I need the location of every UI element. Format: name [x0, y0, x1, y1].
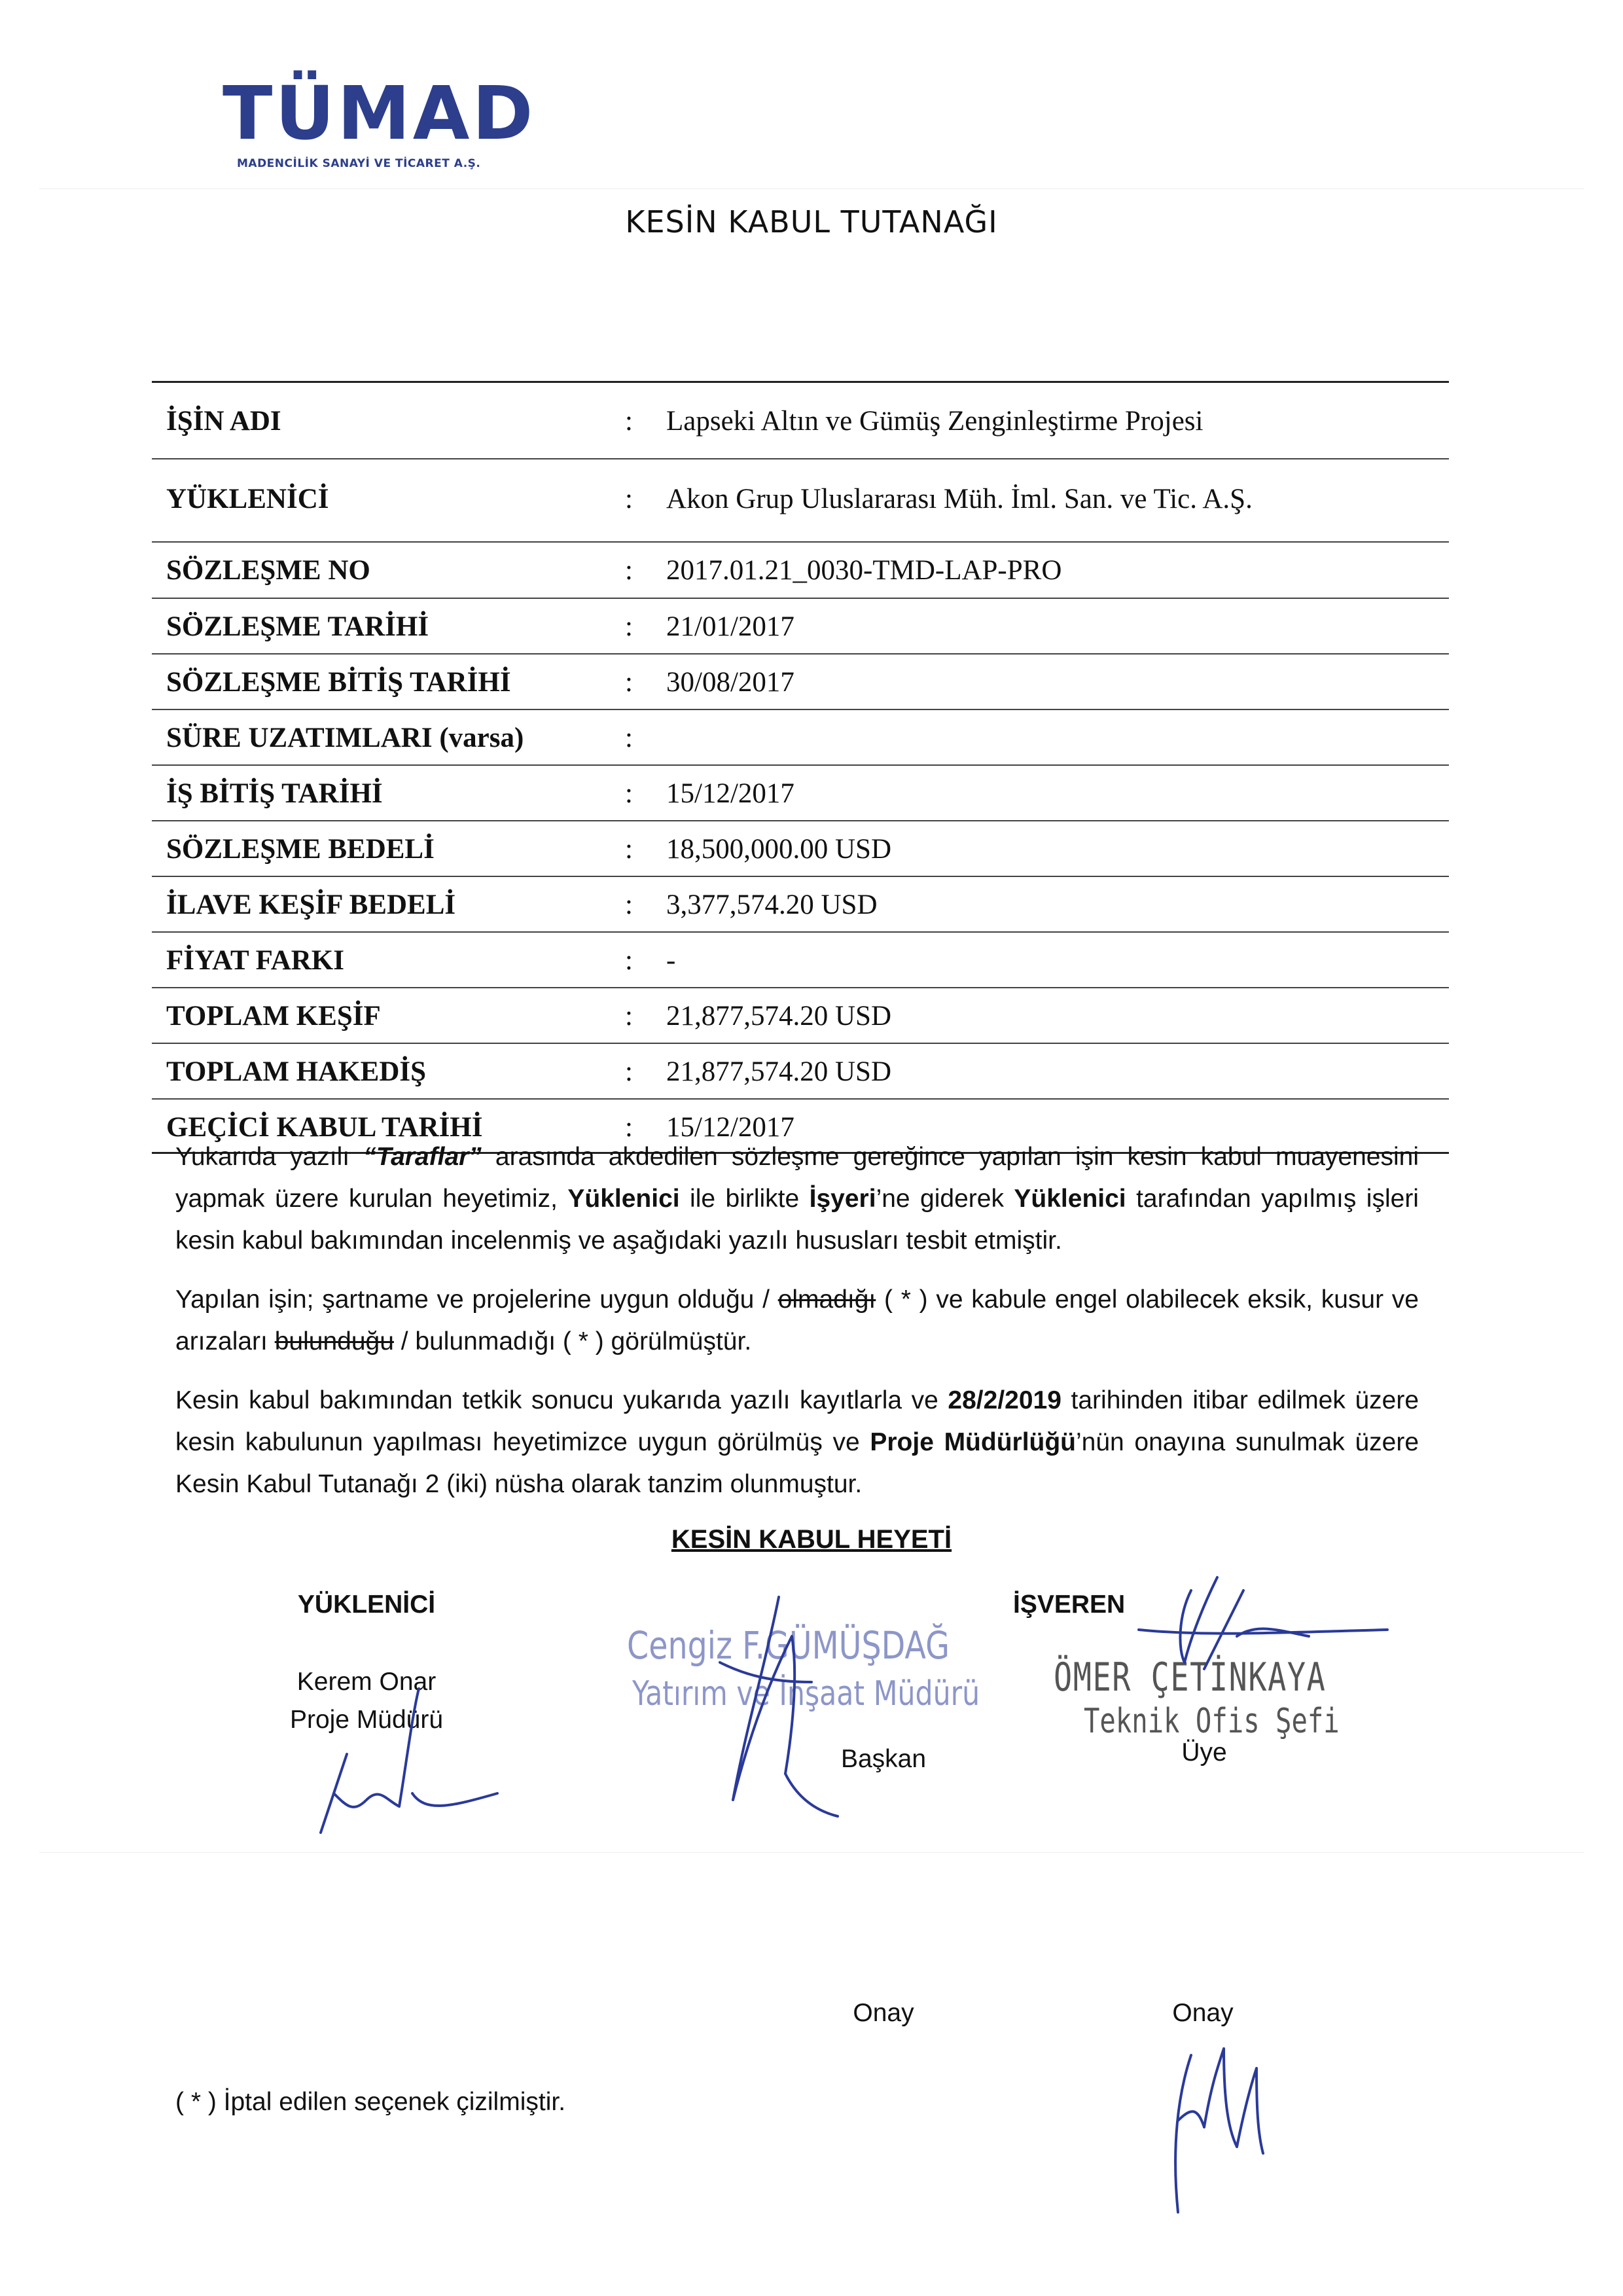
- info-row: [152, 988, 1449, 1044]
- struck-option: bulunduğu: [274, 1327, 394, 1355]
- text-span: / bulunmadığı ( * ) görülmüştür.: [393, 1327, 752, 1355]
- text-span: ile birlikte: [679, 1185, 810, 1213]
- info-value: 30/08/2017: [666, 667, 794, 698]
- struck-option: olmadığı: [777, 1285, 876, 1314]
- company-logo-subtitle: MADENCİLİK SANAYİ VE TİCARET A.Ş.: [237, 157, 481, 170]
- paragraph-conformity: [175, 1279, 1419, 1363]
- info-row: [152, 543, 1449, 599]
- text-span: ’nün onayına sunulmak üzere Kesin Kabul Tutanağı 2 (iki) nüsha olarak tanzim olunmuştur.: [175, 1428, 1419, 1498]
- info-value: Akon Grup Uluslararası Müh. İml. San. ve Tic. A.Ş.: [666, 484, 1253, 514]
- info-label: GEÇİCİ KABUL TARİHİ: [166, 1112, 483, 1143]
- paragraph-decision: [175, 1380, 1419, 1505]
- info-colon: :: [625, 406, 633, 437]
- yuklenici-signature: [308, 1676, 504, 1846]
- info-colon: :: [625, 889, 633, 920]
- info-colon: :: [625, 778, 633, 809]
- committee-title: KESİN KABUL HEYETİ: [671, 1525, 952, 1554]
- onay-left: Onay: [853, 1999, 914, 2027]
- acceptance-date: 28/2/2019: [948, 1386, 1061, 1414]
- text-span: Kesin kabul bakımından tetkik sonucu yukarıda yazılı kayıtlarla ve: [175, 1386, 948, 1414]
- info-row: [152, 655, 1449, 710]
- info-colon: :: [625, 1056, 633, 1087]
- info-label: SÜRE UZATIMLARI (varsa): [166, 723, 524, 753]
- onay-right: Onay: [1172, 1999, 1234, 2027]
- info-label: İŞ BİTİŞ TARİHİ: [166, 778, 383, 809]
- header-divider: [39, 188, 1584, 189]
- info-row: [152, 1044, 1449, 1100]
- isveren-stamp-title: Teknik Ofis Şefi: [1084, 1702, 1340, 1741]
- info-value: 21,877,574.20 USD: [666, 1001, 892, 1031]
- text-span: tarihinden itibar edilmek üzere kesin kabulunun yapılması heyetimizce uygun görülmüş ve: [175, 1386, 1419, 1456]
- info-colon: :: [625, 834, 633, 865]
- text-taraflar: “Taraflar”: [363, 1143, 482, 1171]
- info-colon: :: [625, 1001, 633, 1031]
- text-span: Yapılan işin; şartname ve projelerine uygun olduğu /: [175, 1285, 778, 1314]
- text-yuklenici: Yüklenici: [567, 1185, 680, 1213]
- info-row: [152, 766, 1449, 821]
- info-value: 18,500,000.00 USD: [666, 834, 892, 865]
- info-value: 21/01/2017: [666, 611, 794, 642]
- info-label: FİYAT FARKI: [166, 945, 344, 976]
- info-label: YÜKLENİCİ: [166, 484, 329, 514]
- yuklenici-role: Proje Müdürü: [289, 1706, 444, 1734]
- info-value: 2017.01.21_0030-TMD-LAP-PRO: [666, 555, 1062, 586]
- info-label: TOPLAM HAKEDİŞ: [166, 1056, 427, 1087]
- baskan-role: Başkan: [840, 1745, 927, 1773]
- page-title: KESİN KABUL TUTANAĞI: [625, 204, 998, 240]
- isveren-signature: [1139, 1564, 1400, 1721]
- info-row: [152, 710, 1449, 766]
- info-label: SÖZLEŞME BEDELİ: [166, 834, 435, 865]
- info-value: 21,877,574.20 USD: [666, 1056, 892, 1087]
- text-span: Yukarıda yazılı: [175, 1143, 364, 1171]
- info-value: Lapseki Altın ve Gümüş Zenginleştirme Projesi: [666, 406, 1204, 437]
- baskan-stamp-title: Yatırım ve İnşaat Müdürü: [632, 1674, 980, 1713]
- info-value: 15/12/2017: [666, 1112, 794, 1143]
- info-colon: :: [625, 611, 633, 642]
- isveren-heading: İŞVEREN: [1013, 1590, 1126, 1619]
- isveren-stamp-name: ÖMER ÇETİNKAYA: [1054, 1655, 1327, 1700]
- info-label: İŞİN ADI: [166, 406, 281, 437]
- yuklenici-name: Kerem Onar: [296, 1668, 437, 1696]
- footer-divider: [39, 1852, 1584, 1853]
- info-colon: :: [625, 1112, 633, 1143]
- baskan-signature: [681, 1584, 851, 1833]
- info-row: [152, 383, 1449, 459]
- info-colon: :: [625, 723, 633, 753]
- company-logo: TÜMAD: [223, 71, 536, 156]
- paragraph-inspection: [175, 1136, 1419, 1262]
- info-colon: :: [625, 484, 633, 514]
- info-colon: :: [625, 945, 633, 976]
- text-isyeri: İşyeri: [809, 1185, 876, 1213]
- info-table: [152, 381, 1449, 1154]
- info-colon: :: [625, 667, 633, 698]
- footnote: ( * ) İptal edilen seçenek çizilmiştir.: [175, 2088, 566, 2116]
- info-label: TOPLAM KEŞİF: [166, 1001, 381, 1031]
- baskan-stamp-name: Cengiz F.GÜMÜŞDAĞ: [627, 1623, 950, 1668]
- text-mudurluk: Proje Müdürlüğü: [870, 1428, 1077, 1456]
- info-label: İLAVE KEŞİF BEDELİ: [166, 889, 456, 920]
- text-span: tarafından yapılmış işleri kesin kabul bakımından incelenmiş ve aşağıdaki yazılı hususları tesbit etmiştir.: [175, 1185, 1419, 1255]
- text-span: arasında akdedilen sözleşme gereğince yapılan işin kesin kabul muayenesini yapmak üzere kurulan heyetimiz,: [175, 1143, 1419, 1213]
- info-value: -: [666, 945, 676, 976]
- info-row: [152, 599, 1449, 655]
- info-row: [152, 459, 1449, 543]
- info-row: [152, 933, 1449, 988]
- isveren-role: Üye: [1181, 1738, 1227, 1767]
- info-value: 15/12/2017: [666, 778, 794, 809]
- text-span: ’ne giderek: [876, 1185, 1014, 1213]
- text-span: ( * ) ve kabule engel olabilecek eksik, kusur ve arızaları: [175, 1285, 1419, 1355]
- info-row: [152, 877, 1449, 933]
- info-colon: :: [625, 555, 633, 586]
- info-label: SÖZLEŞME BİTİŞ TARİHİ: [166, 667, 511, 698]
- info-value: 3,377,574.20 USD: [666, 889, 878, 920]
- info-label: SÖZLEŞME TARİHİ: [166, 611, 429, 642]
- onay-signature: [1152, 2016, 1283, 2225]
- yuklenici-heading: YÜKLENİCİ: [297, 1590, 436, 1619]
- info-row: [152, 821, 1449, 877]
- info-label: SÖZLEŞME NO: [166, 555, 370, 586]
- text-yuklenici: Yüklenici: [1014, 1185, 1126, 1213]
